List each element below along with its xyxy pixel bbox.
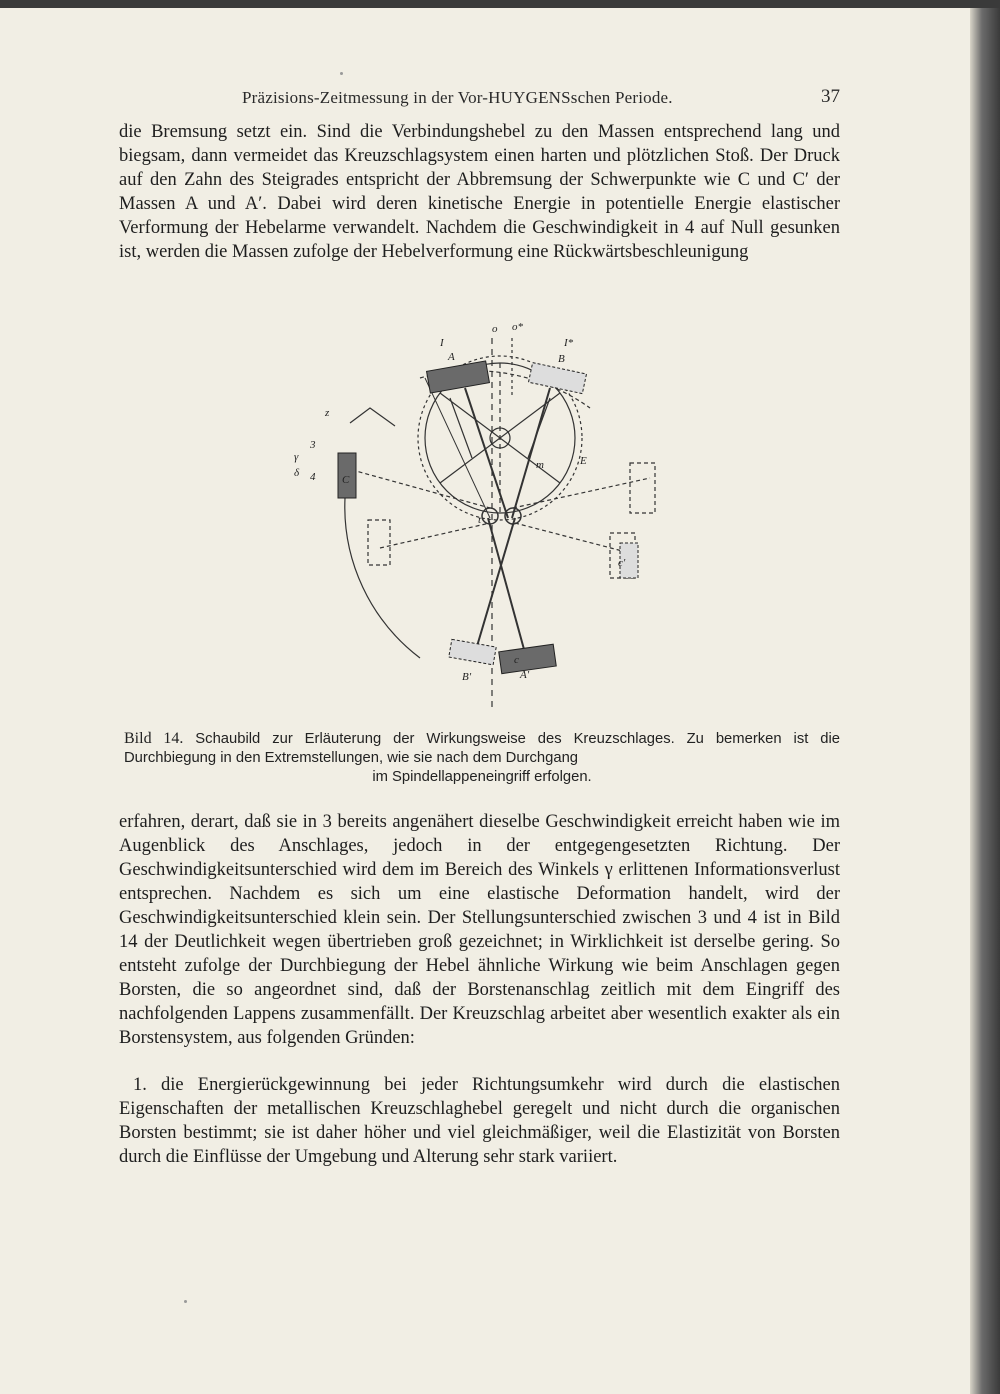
paragraph-text: die Bremsung setzt ein. Sind die Verbindungshebel zu den Massen entsprechend lang und biegsam, dann vermeidet das Kreuzschlagsystem einen harten und plötzlichen Stoß. Der Druck auf den Zahn des Steigrades entspricht der Abbremsung der Schwerpunkte wie C und C′ der Massen A und A′. Dabei wird deren kinetische Energie in potentielle Energie elastischer Verformung der Hebelarme verwandelt. Nachdem die Geschwindigkeit in 4 auf Null gesunken ist, werden die Massen zufolge der Hebelverformung eine Rückwärtsbeschleunigung	[119, 122, 840, 262]
label-four: 4	[310, 471, 316, 483]
caption-label: Bild 14.	[124, 730, 184, 747]
page-edge-shadow	[970, 8, 1000, 1394]
label-z: z	[325, 407, 330, 419]
page-number: 37	[821, 86, 840, 107]
label-b: B	[558, 353, 565, 365]
figure-caption	[124, 729, 840, 787]
figure-diagram	[250, 318, 680, 718]
page-header	[120, 82, 840, 112]
caption-text: Schaubild zur Erläuterung der Wirkungsweise des Kreuzschlages. Zu bemerken ist die Durchbiegung in den Extremstellungen, wie sie nach dem Durchgang	[124, 731, 840, 766]
label-e: E	[580, 455, 587, 467]
label-b-prime: B′	[462, 671, 472, 683]
body-paragraph-2	[119, 810, 840, 1050]
label-one-star: I*	[564, 337, 574, 349]
label-a-prime: A′	[520, 669, 530, 681]
list-item-1: 1. die Energierückgewinnung bei jeder Richtungsumkehr wird durch die elastischen Eigenschaften der metallischen Kreuzschlaghebel geregelt und nicht durch die organischen Borsten bestimmt; sie ist daher höher und viel gleichmäßiger, weil die Elastizität von Borsten durch die Einflüsse der Umgebung und Alterung sehr stark variiert.	[119, 1075, 840, 1167]
label-c-lower: c	[514, 654, 519, 666]
running-head: Präzisions-Zeitmessung in der Vor-HUYGENSschen Periode.	[242, 88, 673, 107]
label-c-prime: c′	[618, 557, 626, 569]
label-delta: δ	[294, 467, 300, 479]
paragraph-text: erfahren, derart, daß sie in 3 bereits angenähert dieselbe Geschwindigkeit erreicht haben wie im Augenblick des Anschlages, jedoch in der entgegengesetzten Richtung. Der Geschwindigkeitsunterschied wird dem im Bereich des Winkels γ erlittenen Informationsverlust entsprechen. Nachdem es sich um eine elastische Deformation handelt, wird der Geschwindigkeitsunterschied klein sein. Der Stellungsunterschied zwischen 3 und 4 ist in Bild 14 der Deutlichkeit wegen übertrieben groß gezeichnet; in Wirklichkeit ist derselbe gering. So entsteht zufolge der Durchbiegung der Hebel ähnliche Wirkung wie beim Anschlagen gegen Borsten, die so angeordnet sind, daß der Borstenanschlag zeitlich mit dem Eingriff des nachfolgenden Lappens zusammenfällt. Der Kreuzschlag arbeitet aber wesentlich exakter als ein Borstensystem, aus folgenden Gründen:	[119, 812, 840, 1048]
mass-a	[427, 361, 490, 393]
caption-last-line: im Spindellappeneingriff erfolgen.	[372, 769, 592, 785]
label-one: I	[440, 337, 444, 349]
label-a: A	[448, 351, 455, 363]
swing-arc	[345, 498, 420, 658]
label-gamma: γ	[294, 451, 299, 463]
body-paragraph-1	[119, 120, 840, 264]
specks	[184, 1300, 187, 1303]
label-three: 3	[310, 439, 316, 451]
label-o: o	[492, 323, 498, 335]
scan-top-border	[0, 0, 1000, 8]
label-c: C	[342, 474, 350, 486]
label-o-star: o*	[512, 321, 523, 333]
cross-beat-escapement-diagram	[250, 318, 680, 718]
numbered-list	[119, 1073, 840, 1169]
specks	[340, 72, 343, 75]
label-m: m	[536, 459, 544, 471]
label-t: t	[478, 514, 482, 526]
